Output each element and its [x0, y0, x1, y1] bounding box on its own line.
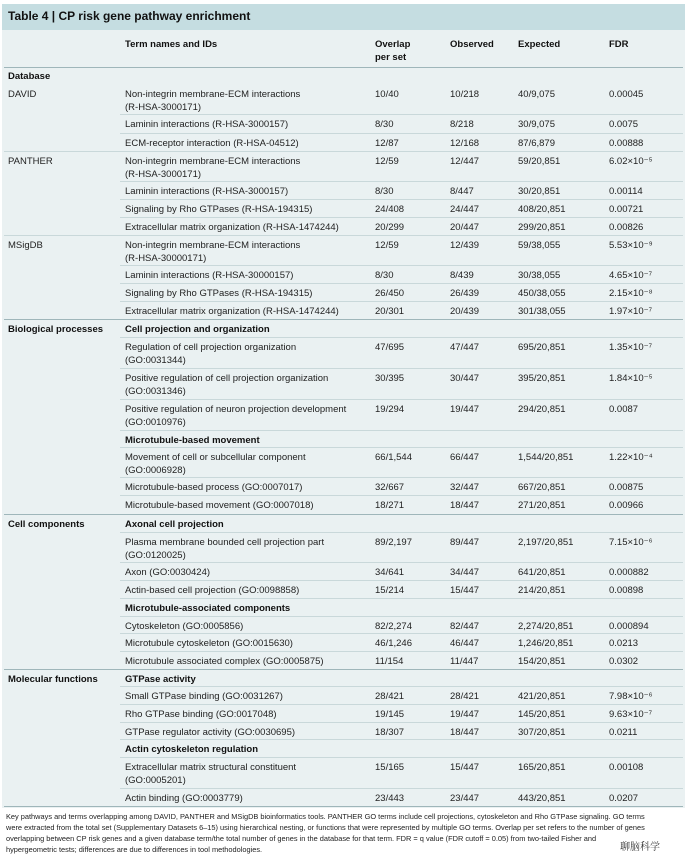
row-divider — [120, 757, 683, 758]
expected-value: 294/20,851 — [518, 404, 566, 415]
row-divider — [120, 788, 683, 789]
term-name: Non-integrin membrane-ECM interactions — [125, 240, 301, 251]
term-name: Extracellular matrix structural constituent — [125, 762, 297, 773]
term-name: Axon (GO:0030424) — [125, 567, 211, 578]
observed-value: 20/447 — [450, 222, 480, 233]
fdr-value: 0.000894 — [609, 621, 649, 632]
observed-value: 15/447 — [450, 585, 480, 596]
watermark: 聊脑科学 — [620, 842, 660, 853]
overlap-per-set: 28/421 — [375, 691, 405, 702]
row-divider — [4, 151, 683, 152]
term-id: (GO:0031346) — [125, 386, 186, 397]
expected-value: 2,197/20,851 — [518, 537, 574, 548]
term-name: Microtubule associated complex (GO:0005875) — [125, 656, 324, 667]
observed-value: 19/447 — [450, 709, 480, 720]
fdr-value: 0.0207 — [609, 793, 639, 804]
row-divider — [120, 477, 683, 478]
overlap-per-set: 19/145 — [375, 709, 405, 720]
expected-value: 1,544/20,851 — [518, 452, 574, 463]
term-name: Laminin interactions (R-HSA-3000157) — [125, 186, 289, 197]
row-divider — [120, 495, 683, 496]
row-category: Biological processes — [8, 324, 104, 335]
term-name: Signaling by Rho GTPases (R-HSA-194315) — [125, 204, 313, 215]
table-title: Table 4 | CP risk gene pathway enrichment — [8, 9, 251, 23]
overlap-per-set: 12/59 — [375, 240, 399, 251]
term-name: Small GTPase binding (GO:0031267) — [125, 691, 283, 702]
term-name: Rho GTPase binding (GO:0017048) — [125, 709, 277, 720]
row-divider — [120, 337, 683, 338]
row-category: DAVID — [8, 89, 37, 100]
row-category: Molecular functions — [8, 674, 98, 685]
row-divider — [120, 181, 683, 182]
fdr-value: 0.00966 — [609, 500, 644, 511]
overlap-per-set: 66/1,544 — [375, 452, 412, 463]
expected-value: 2,274/20,851 — [518, 621, 574, 632]
overlap-per-set: 30/395 — [375, 373, 405, 384]
fdr-value: 0.00114 — [609, 186, 643, 197]
row-divider — [4, 514, 683, 515]
row-divider — [120, 265, 683, 266]
row-divider — [120, 532, 683, 533]
table-footnote: Key pathways and terms overlapping among DAVID, PANTHER and MSigDB bioinformatics tools. PANTHER GO terms include cell projections, cytoskeleton and Rho GTPase signaling. GO terms were extracted from the total set (Supplementary Datasets 6–15) using hierarchical nesting, or functions that were represented by multiple GO terms. Overlap per set refers to the number of genes overlapping between CP risk genes and a given database term/the total number of genes in the database for that term. FDR = q value (FDR cutoff = 0.05) from two-tailed Fisher and hypergeometric tests; differences are due to differences in tool methodologies. — [6, 812, 645, 854]
header-term: Term names and IDs — [125, 39, 218, 50]
expected-value: 395/20,851 — [518, 373, 566, 384]
term-id: (R-HSA-30000171) — [125, 253, 207, 264]
term-id: (GO:0006928) — [125, 465, 186, 476]
overlap-per-set: 15/214 — [375, 585, 405, 596]
overlap-per-set: 24/408 — [375, 204, 405, 215]
row-category: Cell components — [8, 519, 85, 530]
row-divider — [120, 133, 683, 134]
expected-value: 145/20,851 — [518, 709, 566, 720]
header-overlap-line2: per set — [375, 52, 407, 63]
row-divider — [4, 669, 683, 670]
expected-value: 301/38,055 — [518, 306, 566, 317]
fdr-value: 4.65×10⁻⁷ — [609, 270, 653, 281]
fdr-value: 1.22×10⁻⁴ — [609, 452, 653, 463]
term-name: Microtubule cytoskeleton (GO:0015630) — [125, 638, 293, 649]
fdr-value: 0.000882 — [609, 567, 649, 578]
term-name: Laminin interactions (R-HSA-3000157) — [125, 119, 289, 130]
overlap-per-set: 89/2,197 — [375, 537, 412, 548]
observed-value: 11/447 — [450, 656, 479, 667]
expected-value: 30/38,055 — [518, 270, 561, 281]
observed-value: 19/447 — [450, 404, 480, 415]
term-id: (R-HSA-3000171) — [125, 169, 202, 180]
overlap-per-set: 23/443 — [375, 793, 405, 804]
term-name: Extracellular matrix organization (R-HSA-1474244) — [125, 306, 339, 317]
header-fdr: FDR — [609, 39, 629, 50]
expected-value: 443/20,851 — [518, 793, 566, 804]
fdr-value: 2.15×10⁻⁸ — [609, 288, 653, 299]
observed-value: 12/439 — [450, 240, 480, 251]
term-name: GTPase regulator activity (GO:0030695) — [125, 727, 296, 738]
row-divider — [120, 562, 683, 563]
observed-value: 82/447 — [450, 621, 480, 632]
row-divider — [120, 633, 683, 634]
observed-value: 24/447 — [450, 204, 480, 215]
overlap-per-set: 12/59 — [375, 156, 399, 167]
fdr-value: 5.53×10⁻⁹ — [609, 240, 653, 251]
row-divider — [120, 598, 683, 599]
term-name: Movement of cell or subcellular component — [125, 452, 306, 463]
overlap-per-set: 8/30 — [375, 270, 394, 281]
term-id: (GO:0005201) — [125, 775, 186, 786]
row-divider — [120, 283, 683, 284]
observed-value: 12/168 — [450, 138, 480, 149]
row-divider — [120, 430, 683, 431]
overlap-per-set: 32/667 — [375, 482, 405, 493]
row-divider — [120, 399, 683, 400]
overlap-per-set: 26/450 — [375, 288, 405, 299]
observed-value: 28/421 — [450, 691, 480, 702]
observed-value: 30/447 — [450, 373, 480, 384]
observed-value: 32/447 — [450, 482, 480, 493]
fdr-value: 7.15×10⁻⁶ — [609, 537, 653, 548]
expected-value: 165/20,851 — [518, 762, 566, 773]
term-id: (GO:0120025) — [125, 550, 186, 561]
term-id: (R-HSA-3000171) — [125, 102, 202, 113]
observed-value: 18/447 — [450, 727, 480, 738]
row-divider — [120, 580, 683, 581]
term-name: Microtubule-based movement (GO:0007018) — [125, 500, 314, 511]
subgroup-heading: Microtubule-based movement — [125, 435, 260, 446]
overlap-per-set: 34/641 — [375, 567, 405, 578]
term-name: Non-integrin membrane-ECM interactions — [125, 89, 301, 100]
expected-value: 30/20,851 — [518, 186, 561, 197]
term-id: (GO:0010976) — [125, 417, 186, 428]
expected-value: 641/20,851 — [518, 567, 566, 578]
overlap-per-set: 8/30 — [375, 119, 394, 130]
overlap-per-set: 82/2,274 — [375, 621, 412, 632]
subgroup-heading: Actin cytoskeleton regulation — [125, 744, 259, 755]
overlap-per-set: 19/294 — [375, 404, 405, 415]
row-divider — [120, 651, 683, 652]
row-divider — [120, 686, 683, 687]
row-divider — [120, 447, 683, 448]
fdr-value: 0.0087 — [609, 404, 639, 415]
header-observed: Observed — [450, 39, 494, 50]
overlap-per-set: 10/40 — [375, 89, 399, 100]
fdr-value: 0.00875 — [609, 482, 644, 493]
observed-value: 8/439 — [450, 270, 474, 281]
observed-value: 10/218 — [450, 89, 480, 100]
fdr-value: 0.00888 — [609, 138, 644, 149]
fdr-value: 1.97×10⁻⁷ — [609, 306, 653, 317]
fdr-value: 9.63×10⁻⁷ — [609, 709, 653, 720]
header-overlap-line1: Overlap — [375, 39, 411, 50]
row-divider — [120, 704, 683, 705]
fdr-value: 1.84×10⁻⁵ — [609, 373, 653, 384]
header-expected: Expected — [518, 39, 561, 50]
expected-value: 59/20,851 — [518, 156, 561, 167]
row-divider — [120, 368, 683, 369]
observed-value: 89/447 — [450, 537, 480, 548]
expected-value: 154/20,851 — [518, 656, 566, 667]
overlap-per-set: 47/695 — [375, 342, 405, 353]
overlap-per-set: 8/30 — [375, 186, 394, 197]
expected-value: 667/20,851 — [518, 482, 566, 493]
term-name: Extracellular matrix organization (R-HSA-1474244) — [125, 222, 339, 233]
expected-value: 40/9,075 — [518, 89, 555, 100]
observed-value: 46/447 — [450, 638, 480, 649]
term-name: Plasma membrane bounded cell projection part — [125, 537, 325, 548]
expected-value: 695/20,851 — [518, 342, 566, 353]
term-name: Laminin interactions (R-HSA-30000157) — [125, 270, 294, 281]
term-name: Microtubule-based process (GO:0007017) — [125, 482, 303, 493]
row-category: PANTHER — [8, 156, 53, 167]
term-name: Cytoskeleton (GO:0005856) — [125, 621, 244, 632]
term-name: Non-integrin membrane-ECM interactions — [125, 156, 301, 167]
fdr-value: 7.98×10⁻⁶ — [609, 691, 653, 702]
term-name: Positive regulation of neuron projection development — [125, 404, 347, 415]
expected-value: 1,246/20,851 — [518, 638, 574, 649]
overlap-per-set: 20/299 — [375, 222, 405, 233]
expected-value: 421/20,851 — [518, 691, 566, 702]
expected-value: 299/20,851 — [518, 222, 566, 233]
observed-value: 23/447 — [450, 793, 480, 804]
observed-value: 18/447 — [450, 500, 480, 511]
row-divider — [120, 199, 683, 200]
expected-value: 307/20,851 — [518, 727, 566, 738]
row-divider — [120, 217, 683, 218]
expected-value: 214/20,851 — [518, 585, 566, 596]
row-divider — [4, 235, 683, 236]
term-id: (GO:0031344) — [125, 355, 186, 366]
fdr-value: 0.00045 — [609, 89, 644, 100]
term-name: ECM-receptor interaction (R-HSA-04512) — [125, 138, 299, 149]
fdr-value: 0.0302 — [609, 656, 639, 667]
subgroup-heading: GTPase activity — [125, 674, 196, 685]
row-divider — [120, 722, 683, 723]
expected-value: 59/38,055 — [518, 240, 561, 251]
observed-value: 8/218 — [450, 119, 474, 130]
observed-value: 47/447 — [450, 342, 480, 353]
overlap-per-set: 18/271 — [375, 500, 405, 511]
expected-value: 450/38,055 — [518, 288, 566, 299]
table-bottom-border — [4, 806, 683, 807]
row-divider — [120, 114, 683, 115]
overlap-per-set: 12/87 — [375, 138, 399, 149]
fdr-value: 0.00721 — [609, 204, 644, 215]
expected-value: 408/20,851 — [518, 204, 566, 215]
row-divider — [120, 616, 683, 617]
row-divider — [120, 739, 683, 740]
term-name: Actin-based cell projection (GO:0098858) — [125, 585, 300, 596]
expected-value: 87/6,879 — [518, 138, 555, 149]
observed-value: 20/439 — [450, 306, 480, 317]
fdr-value: 0.0211 — [609, 727, 638, 738]
row-category: MSigDB — [8, 240, 43, 251]
overlap-per-set: 11/154 — [375, 656, 404, 667]
subgroup-heading: Microtubule-associated components — [125, 603, 291, 614]
expected-value: 271/20,851 — [518, 500, 566, 511]
fdr-value: 0.00898 — [609, 585, 644, 596]
fdr-value: 1.35×10⁻⁷ — [609, 342, 653, 353]
observed-value: 12/447 — [450, 156, 480, 167]
term-name: Positive regulation of cell projection organization — [125, 373, 329, 384]
row-divider — [120, 301, 683, 302]
term-name: Actin binding (GO:0003779) — [125, 793, 243, 804]
overlap-per-set: 15/165 — [375, 762, 405, 773]
section-database: Database — [8, 71, 51, 82]
term-name: Signaling by Rho GTPases (R-HSA-194315) — [125, 288, 313, 299]
overlap-per-set: 46/1,246 — [375, 638, 412, 649]
fdr-value: 0.0213 — [609, 638, 639, 649]
overlap-per-set: 20/301 — [375, 306, 405, 317]
subgroup-heading: Cell projection and organization — [125, 324, 270, 335]
fdr-value: 0.0075 — [609, 119, 639, 130]
fdr-value: 0.00826 — [609, 222, 644, 233]
observed-value: 66/447 — [450, 452, 480, 463]
observed-value: 8/447 — [450, 186, 474, 197]
overlap-per-set: 18/307 — [375, 727, 405, 738]
observed-value: 15/447 — [450, 762, 480, 773]
fdr-value: 6.02×10⁻⁵ — [609, 156, 653, 167]
subgroup-heading: Axonal cell projection — [125, 519, 224, 530]
fdr-value: 0.00108 — [609, 762, 644, 773]
row-divider — [4, 319, 683, 320]
expected-value: 30/9,075 — [518, 119, 555, 130]
observed-value: 26/439 — [450, 288, 480, 299]
header-divider — [4, 67, 683, 68]
observed-value: 34/447 — [450, 567, 480, 578]
term-name: Regulation of cell projection organization — [125, 342, 297, 353]
